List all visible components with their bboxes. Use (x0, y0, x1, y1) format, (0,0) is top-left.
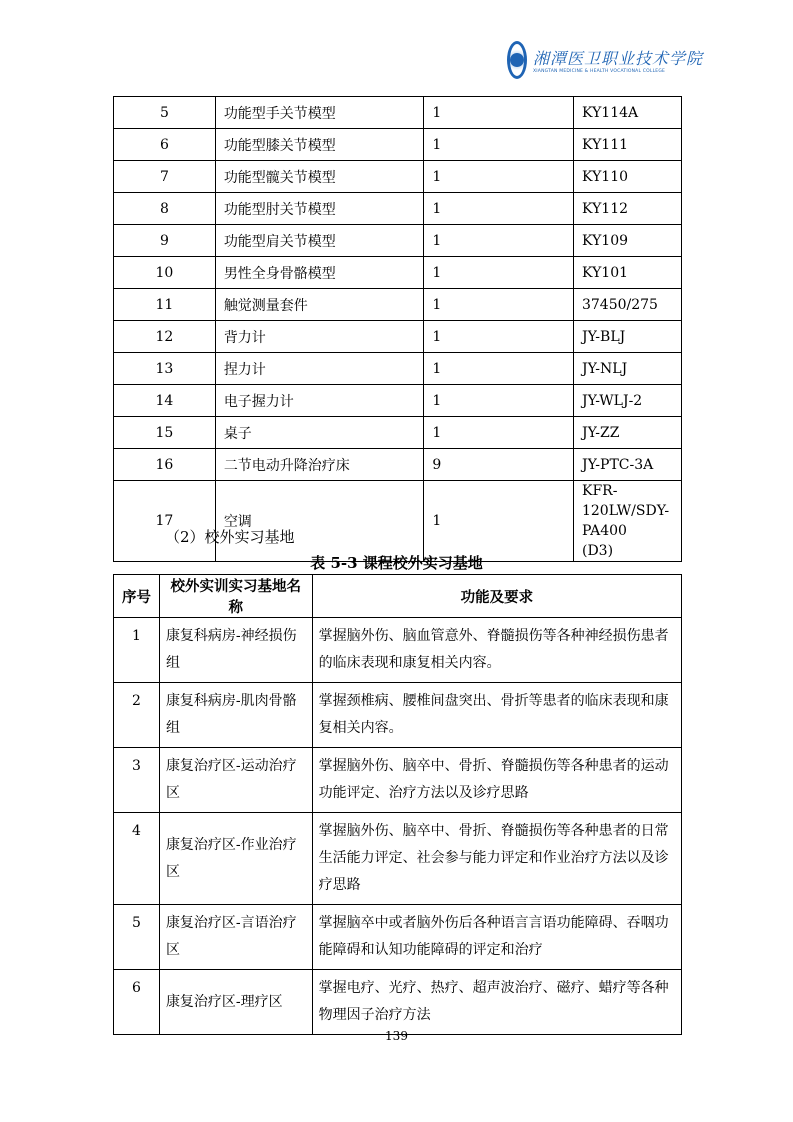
equipment-name: 功能型髋关节模型 (215, 161, 424, 193)
equipment-name: 二节电动升降治疗床 (215, 449, 424, 481)
row-number: 15 (114, 417, 216, 449)
table-row (114, 683, 682, 748)
equipment-model: JY-NLJ (573, 353, 681, 385)
table-row (114, 193, 682, 225)
equipment-model (573, 481, 681, 562)
row-number: 6 (114, 970, 160, 1035)
base-name: 康复科病房-神经损伤组 (159, 618, 312, 683)
row-number: 12 (114, 321, 216, 353)
equipment-name: 空调 (215, 481, 424, 562)
equipment-model-line-1: KFR-120LW/SDY-PA400 (581, 483, 670, 539)
equipment-name: 功能型肩关节模型 (215, 225, 424, 257)
table-row (114, 97, 682, 129)
equipment-model: KY101 (573, 257, 681, 289)
equipment-name: 触觉测量套件 (215, 289, 424, 321)
row-number: 5 (114, 905, 160, 970)
equipment-name: 功能型肘关节模型 (215, 193, 424, 225)
table-row (114, 449, 682, 481)
table-row (114, 970, 682, 1035)
row-number: 6 (114, 129, 216, 161)
table-row (114, 129, 682, 161)
equipment-quantity: 1 (424, 385, 574, 417)
equipment-model: KY110 (573, 161, 681, 193)
table-row (114, 385, 682, 417)
equipment-model: KY111 (573, 129, 681, 161)
table-row (114, 353, 682, 385)
header-function: 功能及要求 (312, 575, 681, 618)
row-number: 16 (114, 449, 216, 481)
table-row (114, 481, 682, 562)
table-row (114, 321, 682, 353)
equipment-name: 背力计 (215, 321, 424, 353)
equipment-name: 捏力计 (215, 353, 424, 385)
table-row (114, 618, 682, 683)
equipment-model: JY-BLJ (573, 321, 681, 353)
table-row (114, 225, 682, 257)
row-number: 4 (114, 813, 160, 905)
equipment-quantity: 1 (424, 97, 574, 129)
equipment-table (113, 96, 682, 562)
equipment-quantity: 1 (424, 321, 574, 353)
row-number: 9 (114, 225, 216, 257)
row-number: 1 (114, 618, 160, 683)
equipment-model: KY114A (573, 97, 681, 129)
equipment-quantity: 1 (424, 129, 574, 161)
row-number: 17 (114, 481, 216, 562)
equipment-model: 37450/275 (573, 289, 681, 321)
equipment-name: 功能型膝关节模型 (215, 129, 424, 161)
table-row (114, 748, 682, 813)
base-function: 掌握脑外伤、脑卒中、骨折、脊髓损伤等各种患者的日常生活能力评定、社会参与能力评定和作业治疗方法以及诊疗思路 (312, 813, 681, 905)
equipment-quantity: 1 (424, 353, 574, 385)
base-name: 康复治疗区-运动治疗区 (159, 748, 312, 813)
row-number: 7 (114, 161, 216, 193)
base-name: 康复科病房-肌肉骨骼组 (159, 683, 312, 748)
row-number: 8 (114, 193, 216, 225)
practice-base-table (113, 574, 682, 1035)
table-caption: 表 5-3 课程校外实习基地 (310, 554, 483, 572)
base-name: 康复治疗区-理疗区 (159, 970, 312, 1035)
equipment-model-line-2: (D3) (581, 543, 614, 559)
table-row (114, 417, 682, 449)
equipment-model: KY109 (573, 225, 681, 257)
equipment-quantity: 1 (424, 193, 574, 225)
equipment-quantity: 9 (424, 449, 574, 481)
header-base-name: 校外实训实习基地名称 (159, 575, 312, 618)
header-row (114, 575, 682, 618)
row-number: 11 (114, 289, 216, 321)
row-number: 2 (114, 683, 160, 748)
equipment-quantity: 1 (424, 257, 574, 289)
row-number: 3 (114, 748, 160, 813)
college-logo (507, 38, 704, 82)
table-row (114, 289, 682, 321)
equipment-model: JY-WLJ-2 (573, 385, 681, 417)
table-row (114, 905, 682, 970)
equipment-quantity: 1 (424, 289, 574, 321)
row-number: 14 (114, 385, 216, 417)
equipment-quantity: 1 (424, 161, 574, 193)
base-name: 康复治疗区-作业治疗区 (159, 813, 312, 905)
college-seal-icon (507, 41, 527, 79)
equipment-quantity: 1 (424, 417, 574, 449)
equipment-quantity: 1 (424, 481, 574, 562)
row-number: 10 (114, 257, 216, 289)
base-name: 康复治疗区-言语治疗区 (159, 905, 312, 970)
logo-english-name: XIANGTAN MEDICINE & HEALTH VOCATIONAL COLLEGE (533, 69, 666, 74)
equipment-model: KY112 (573, 193, 681, 225)
equipment-name: 桌子 (215, 417, 424, 449)
logo-chinese-name: 湘潭医卫职业技术学院 (533, 49, 704, 68)
row-number: 5 (114, 97, 216, 129)
page-number: 139 (385, 1029, 408, 1043)
section-heading: （2）校外实习基地 (165, 528, 295, 546)
base-function: 掌握脑卒中或者脑外伤后各种语言言语功能障碍、吞咽功能障碍和认知功能障碍的评定和治疗 (312, 905, 681, 970)
equipment-quantity: 1 (424, 225, 574, 257)
equipment-name: 电子握力计 (215, 385, 424, 417)
base-function: 掌握颈椎病、腰椎间盘突出、骨折等患者的临床表现和康复相关内容。 (312, 683, 681, 748)
equipment-model: JY-ZZ (573, 417, 681, 449)
equipment-model: JY-PTC-3A (573, 449, 681, 481)
base-function: 掌握电疗、光疗、热疗、超声波治疗、磁疗、蜡疗等各种物理因子治疗方法 (312, 970, 681, 1035)
table-row (114, 257, 682, 289)
base-function: 掌握脑外伤、脑卒中、骨折、脊髓损伤等各种患者的运动功能评定、治疗方法以及诊疗思路 (312, 748, 681, 813)
table-row (114, 813, 682, 905)
row-number: 13 (114, 353, 216, 385)
equipment-name: 男性全身骨骼模型 (215, 257, 424, 289)
table-row (114, 161, 682, 193)
header-number: 序号 (114, 575, 160, 618)
equipment-name: 功能型手关节模型 (215, 97, 424, 129)
base-function: 掌握脑外伤、脑血管意外、脊髓损伤等各种神经损伤患者的临床表现和康复相关内容。 (312, 618, 681, 683)
